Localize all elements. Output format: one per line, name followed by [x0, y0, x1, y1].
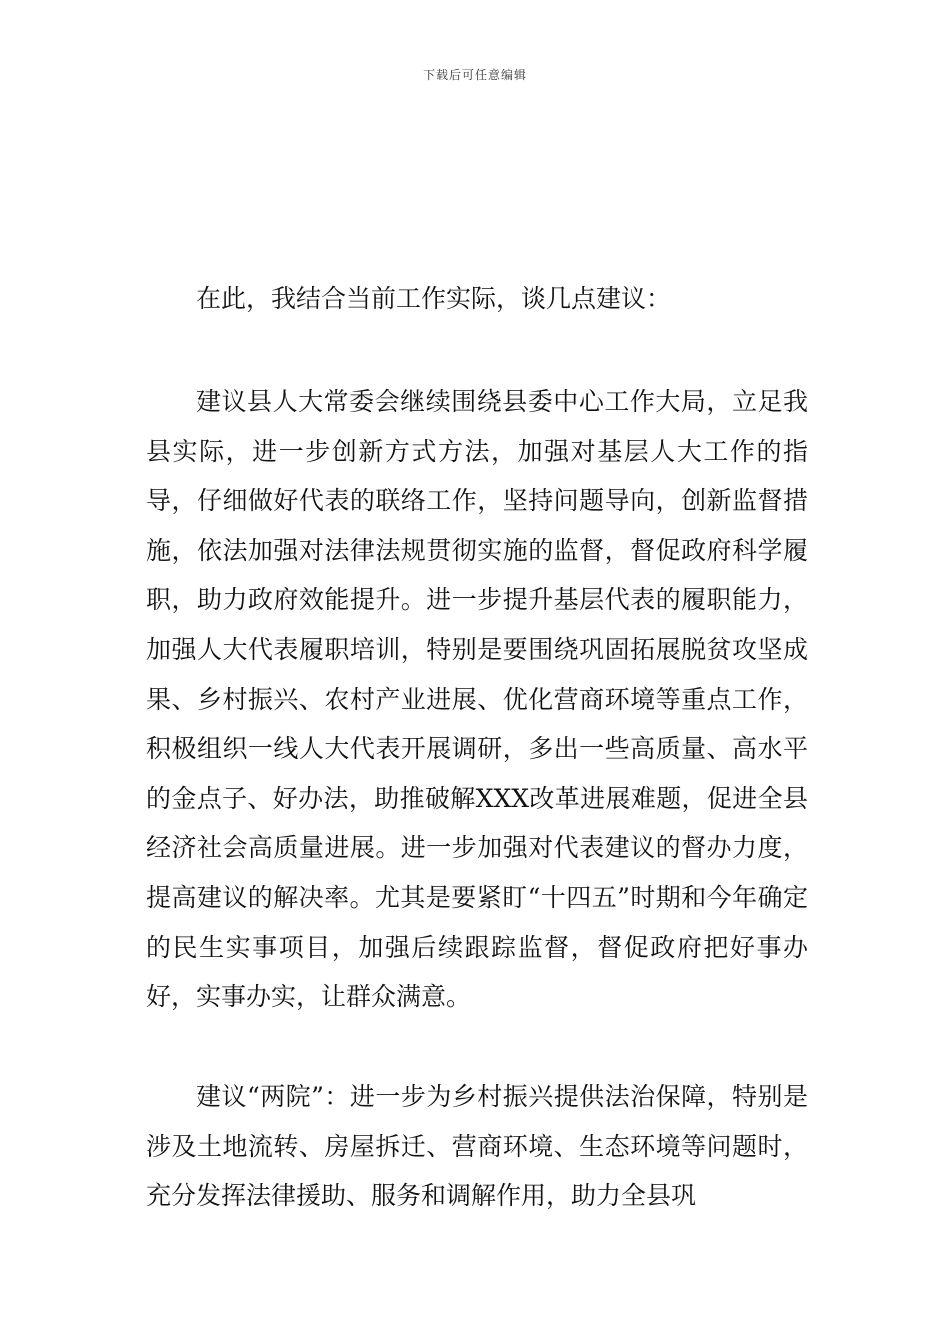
header-note: 下载后可任意编辑: [422, 68, 527, 82]
paragraph-intro: 在此，我结合当前工作实际，谈几点建议：: [196, 284, 672, 313]
paragraph-people-congress-suggestion: 建议县人大常委会继续围绕县委中心工作大局，立足我县实际，进一步创新方式方法，加强对基层人大工作的指导，仔细做好代表的联络工作，坚持问题导向，创新监督措施，依法加强对法律法规贯彻实施的监督，督促政府科学履职，助力政府效能提升。进一步提升基层代表的履职能力，加强人大代表履职培训，特别是要围绕巩固拓展脱贫攻坚成果、乡村振兴、农村产业进展、优化营商环境等重点工作，积极组织一线人大代表开展调研，多出一些高质量、高水平的金点子、好办法，助推破解XXX改革进展难题，促进全县经济社会高质量进展。进一步加强对代表建议的督办力度，提高建议的解决率。尤其是要紧盯“十四五”时期和今年确定的民生实事项目，加强后续跟踪监督，督促政府把好事办好，实事办实，让群众满意。: [146, 387, 808, 1012]
paragraph-two-courts-suggestion: 建议“两院”：进一步为乡村振兴提供法治保障，特别是涉及土地流转、房屋拆迁、营商环境、生态环境等问题时，充分发挥法律援助、服务和调解作用，助力全县巩: [146, 1082, 808, 1211]
